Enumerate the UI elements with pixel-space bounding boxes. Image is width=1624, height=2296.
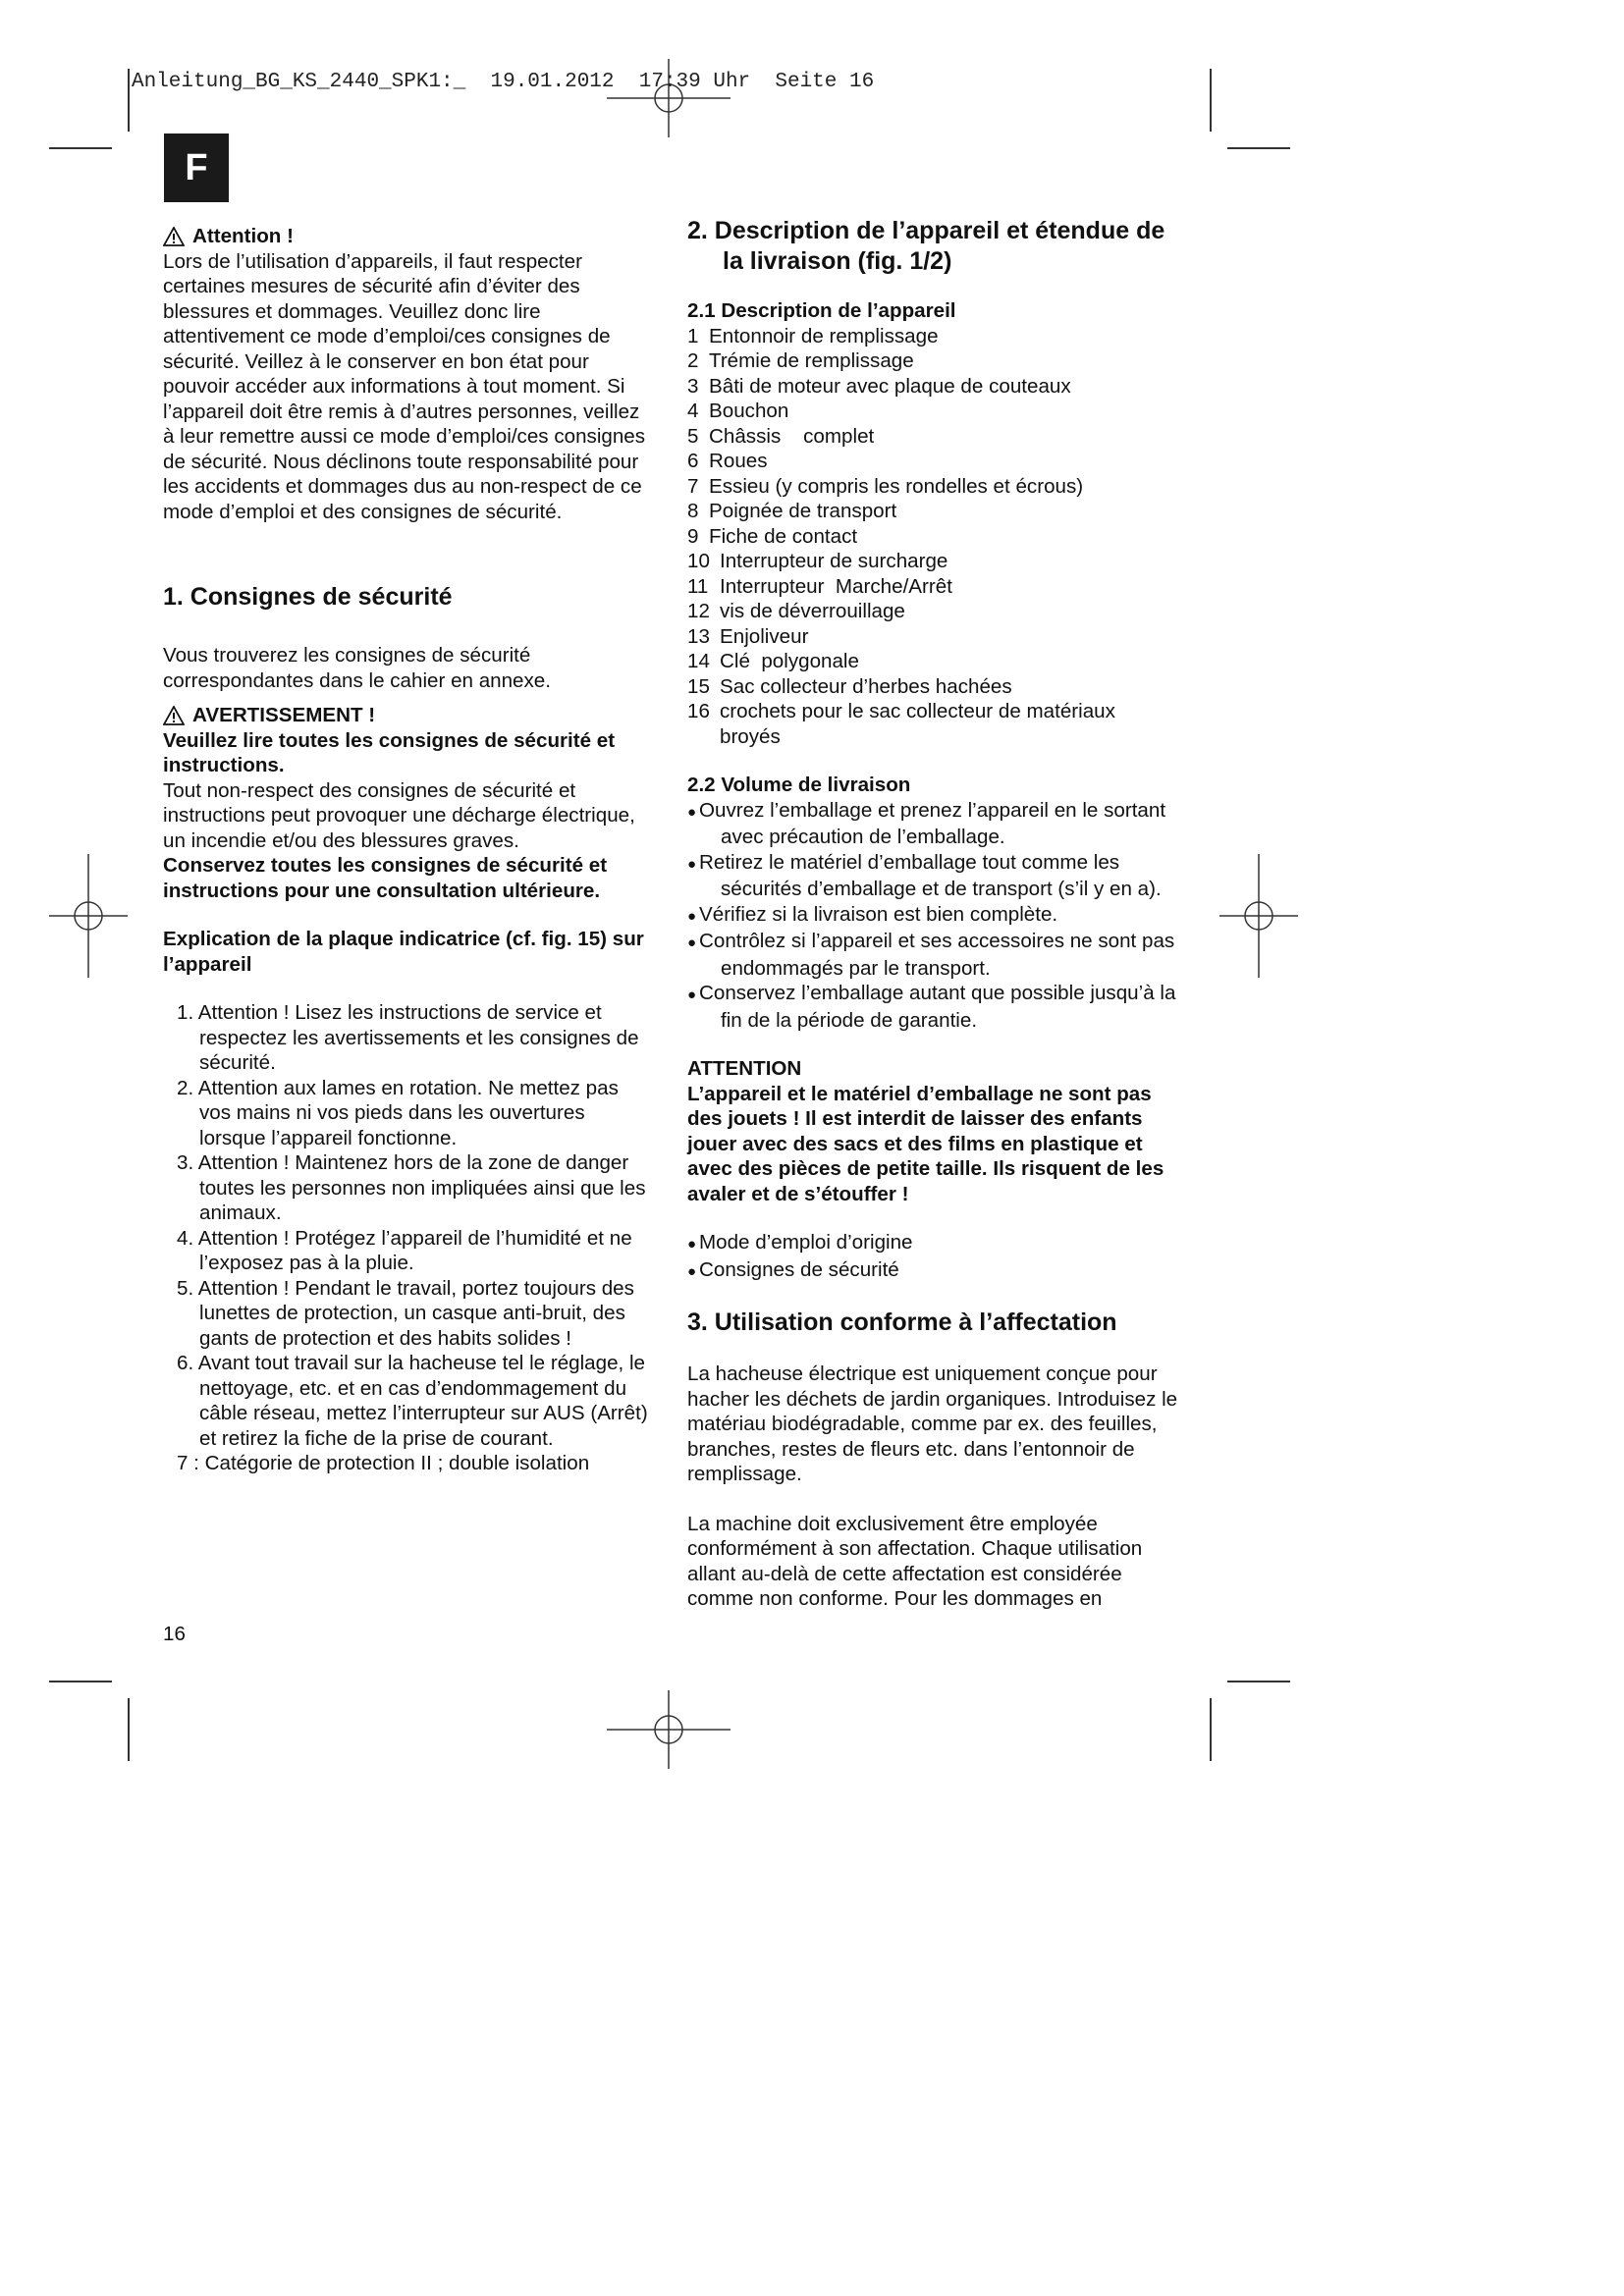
print-header bbox=[132, 71, 874, 93]
part-number: 16 bbox=[687, 700, 710, 722]
registration-mark-right bbox=[1219, 854, 1298, 978]
warning-bold-1: Veuillez lire toutes les consignes de sécurité et instructions. bbox=[163, 728, 616, 776]
header-time: 17:39 Uhr bbox=[638, 71, 751, 93]
plate-item: 7 : Catégorie de protection II ; double isolation bbox=[177, 1452, 590, 1474]
part-item bbox=[687, 574, 1178, 600]
part-item bbox=[687, 699, 1178, 749]
docs-item: ● Consignes de sécurité bbox=[687, 1257, 1178, 1285]
part-number: 13 bbox=[687, 624, 710, 648]
attention-title: Attention ! bbox=[192, 225, 294, 247]
part-number: 8 bbox=[687, 500, 699, 522]
part-number: 14 bbox=[687, 650, 710, 672]
part-number: 4 bbox=[687, 400, 699, 422]
delivery-item: ● Contrôlez si l’appareil et ses accessoires ne sont pas endommagés par le transport. bbox=[687, 929, 1178, 981]
crop-mark-top-left-horizontal bbox=[49, 147, 112, 149]
plate-item: 1. Attention ! Lisez les instructions de service et respectez les avertissements et les consignes de sécurité. bbox=[177, 1001, 639, 1074]
language-badge: F bbox=[164, 133, 229, 202]
right-column bbox=[687, 216, 1178, 1612]
subsection-2-1-title: 2.1 Description de l’appareil bbox=[687, 299, 956, 322]
part-item bbox=[687, 348, 1178, 374]
delivery-item: ● Conservez l’emballage autant que possible jusqu’à la fin de la période de garantie. bbox=[687, 981, 1178, 1033]
part-item bbox=[687, 374, 1178, 400]
part-label: Bâti de moteur avec plaque de couteaux bbox=[709, 374, 1071, 398]
warning-bold-2: Conservez toutes les consignes de sécurité et instructions pour une consultation ultérieure. bbox=[163, 854, 608, 902]
plate-explanation-title: Explication de la plaque indicatrice (cf. fig. 15) sur l’appareil bbox=[163, 928, 644, 976]
part-label: Clé polygonale bbox=[720, 650, 859, 672]
attention-paragraph: Lors de l’utilisation d’appareils, il faut respecter certaines mesures de sécurité afin d’éviter des blessures et dommages. Veuillez donc lire attentivement ce mode d’emploi/ces consignes de sécurité. Veillez à le conserver en bon état pour pouvoir accéder aux informations à tout moment. Si l’appareil doit être remis à d’autres personnes, veillez à leur remettre aussi ce mode d’emploi/ces consignes de sécurité. Nous déclinons toute responsabilité pour les accidents et dommages dus au non-respect de ce mode d’emploi et des consignes de sécurité. bbox=[163, 249, 646, 523]
warning-triangle-icon bbox=[163, 706, 185, 725]
subsection-2-2-title: 2.2 Volume de livraison bbox=[687, 774, 911, 796]
part-number: 6 bbox=[687, 450, 699, 472]
part-label: Enjoliveur bbox=[720, 624, 809, 648]
section-3-paragraph-2: La machine doit exclusivement être employée conformément à son affectation. Chaque utilisation allant au-delà de cette affectation est considérée comme non conforme. Pour les dommages en bbox=[687, 1512, 1143, 1610]
crop-mark-bottom-right-vertical bbox=[1210, 1698, 1212, 1761]
part-number: 9 bbox=[687, 524, 699, 548]
delivery-item: ● Ouvrez l’emballage et prenez l’appareil en le sortant avec précaution de l’emballage. bbox=[687, 798, 1178, 850]
warning-heading bbox=[163, 703, 654, 728]
docs-item: ● Mode d’emploi d’origine bbox=[687, 1230, 1178, 1257]
part-label: vis de déverrouillage bbox=[720, 600, 905, 622]
part-label: Interrupteur Marche/Arrêt bbox=[720, 574, 952, 598]
plate-item: 5. Attention ! Pendant le travail, portez toujours des lunettes de protection, un casque anti-bruit, des gants de protection et des habits solides ! bbox=[177, 1276, 634, 1350]
plate-item: 3. Attention ! Maintenez hors de la zone de danger toutes les personnes non impliquées ainsi que les animaux. bbox=[177, 1151, 646, 1224]
crop-mark-top-right-vertical bbox=[1210, 69, 1212, 132]
part-label: crochets pour le sac collecteur de matériaux broyés bbox=[720, 700, 1121, 748]
registration-mark-left bbox=[49, 854, 128, 978]
plate-item: 2. Attention aux lames en rotation. Ne mettez pas vos mains ni vos pieds dans les ouvertures lorsque l’appareil fonctionne. bbox=[177, 1076, 619, 1149]
attention-label: ATTENTION bbox=[687, 1057, 802, 1080]
part-number: 10 bbox=[687, 550, 710, 572]
delivery-item: ● Retirez le matériel d’emballage tout comme les sécurités d’emballage et de transport (s’il y en a). bbox=[687, 850, 1178, 902]
warning-title: AVERTISSEMENT ! bbox=[192, 704, 376, 726]
crop-mark-bottom-left-vertical bbox=[128, 1698, 130, 1761]
part-label: Interrupteur de surcharge bbox=[720, 550, 948, 572]
part-label: Essieu (y compris les rondelles et écrous) bbox=[709, 474, 1084, 498]
part-number: 15 bbox=[687, 674, 710, 698]
header-page-label: Seite 16 bbox=[775, 71, 875, 93]
warning-paragraph: Tout non-respect des consignes de sécurité et instructions peut provoquer une décharge électrique, un incendie et/ou des blessures graves. bbox=[163, 778, 635, 852]
part-label: Poignée de transport bbox=[709, 500, 897, 522]
part-item bbox=[687, 324, 1178, 349]
attention-bold-paragraph: L’appareil et le matériel d’emballage ne sont pas des jouets ! Il est interdit de laisser des enfants jouer avec des sacs et des films en plastique et avec des pièces de petite taille. Ils risquent de les avaler et de s’étouffer ! bbox=[687, 1082, 1164, 1205]
crop-mark-bottom-right-horizontal bbox=[1227, 1681, 1290, 1682]
left-column bbox=[163, 224, 654, 1476]
part-number: 5 bbox=[687, 424, 699, 448]
section-1-paragraph: Vous trouverez les consignes de sécurité correspondantes dans le cahier en annexe. bbox=[163, 644, 551, 692]
header-date: 19.01.2012 bbox=[490, 71, 615, 93]
docs-list bbox=[687, 1230, 1178, 1284]
part-item bbox=[687, 499, 1178, 524]
plate-items-list bbox=[163, 1000, 654, 1476]
delivery-item: ● Vérifiez si la livraison est bien complète. bbox=[687, 902, 1178, 930]
parts-list bbox=[687, 324, 1178, 750]
part-item bbox=[687, 624, 1178, 650]
crop-mark-top-left-vertical bbox=[128, 69, 130, 132]
part-item bbox=[687, 649, 1178, 674]
part-item bbox=[687, 674, 1178, 700]
crop-mark-top-right-horizontal bbox=[1227, 147, 1290, 149]
warning-triangle-icon bbox=[163, 227, 185, 246]
crop-mark-bottom-left-horizontal bbox=[49, 1681, 112, 1682]
section-3-title: 3. Utilisation conforme à l’affectation bbox=[687, 1308, 1117, 1336]
plate-item: 6. Avant tout travail sur la hacheuse tel le réglage, le nettoyage, etc. et en cas d’endommagement du câble réseau, mettez l’interrupteur sur AUS (Arrêt) et retirez la fiche de la prise de courant. bbox=[177, 1352, 648, 1450]
section-1-title: 1. Consignes de sécurité bbox=[163, 583, 453, 611]
part-label: Châssis complet bbox=[709, 424, 875, 448]
part-number: 1 bbox=[687, 324, 699, 347]
part-number: 3 bbox=[687, 374, 699, 398]
part-item bbox=[687, 524, 1178, 550]
part-item bbox=[687, 424, 1178, 450]
part-label: Fiche de contact bbox=[709, 524, 858, 548]
part-label: Entonnoir de remplissage bbox=[709, 324, 939, 347]
part-number: 12 bbox=[687, 600, 710, 622]
part-item bbox=[687, 449, 1178, 474]
delivery-list bbox=[687, 798, 1178, 1034]
part-number: 2 bbox=[687, 349, 699, 372]
part-label: Bouchon bbox=[709, 400, 789, 422]
registration-mark-bottom bbox=[607, 1690, 731, 1769]
header-filename: Anleitung_BG_KS_2440_SPK1:_ bbox=[132, 71, 466, 93]
section-3-paragraph-1: La hacheuse électrique est uniquement conçue pour hacher les déchets de jardin organiques. Introduisez le matériau biodégradable, comme par ex. des feuilles, branches, restes de fleurs etc. dans l’entonnoir de remplissage. bbox=[687, 1362, 1178, 1485]
page-number: 16 bbox=[163, 1623, 186, 1645]
part-item bbox=[687, 549, 1178, 574]
attention-heading bbox=[163, 224, 654, 249]
part-label: Sac collecteur d’herbes hachées bbox=[720, 674, 1012, 698]
part-item bbox=[687, 399, 1178, 424]
part-label: Trémie de remplissage bbox=[709, 349, 914, 372]
part-label: Roues bbox=[709, 450, 768, 472]
part-item bbox=[687, 599, 1178, 624]
plate-item: 4. Attention ! Protégez l’appareil de l’humidité et ne l’exposez pas à la pluie. bbox=[177, 1226, 632, 1274]
part-number: 11 bbox=[687, 574, 709, 598]
section-2-title: 2. Description de l’appareil et étendue de la livraison (fig. 1/2) bbox=[687, 217, 1165, 275]
part-number: 7 bbox=[687, 474, 699, 498]
part-item bbox=[687, 474, 1178, 500]
